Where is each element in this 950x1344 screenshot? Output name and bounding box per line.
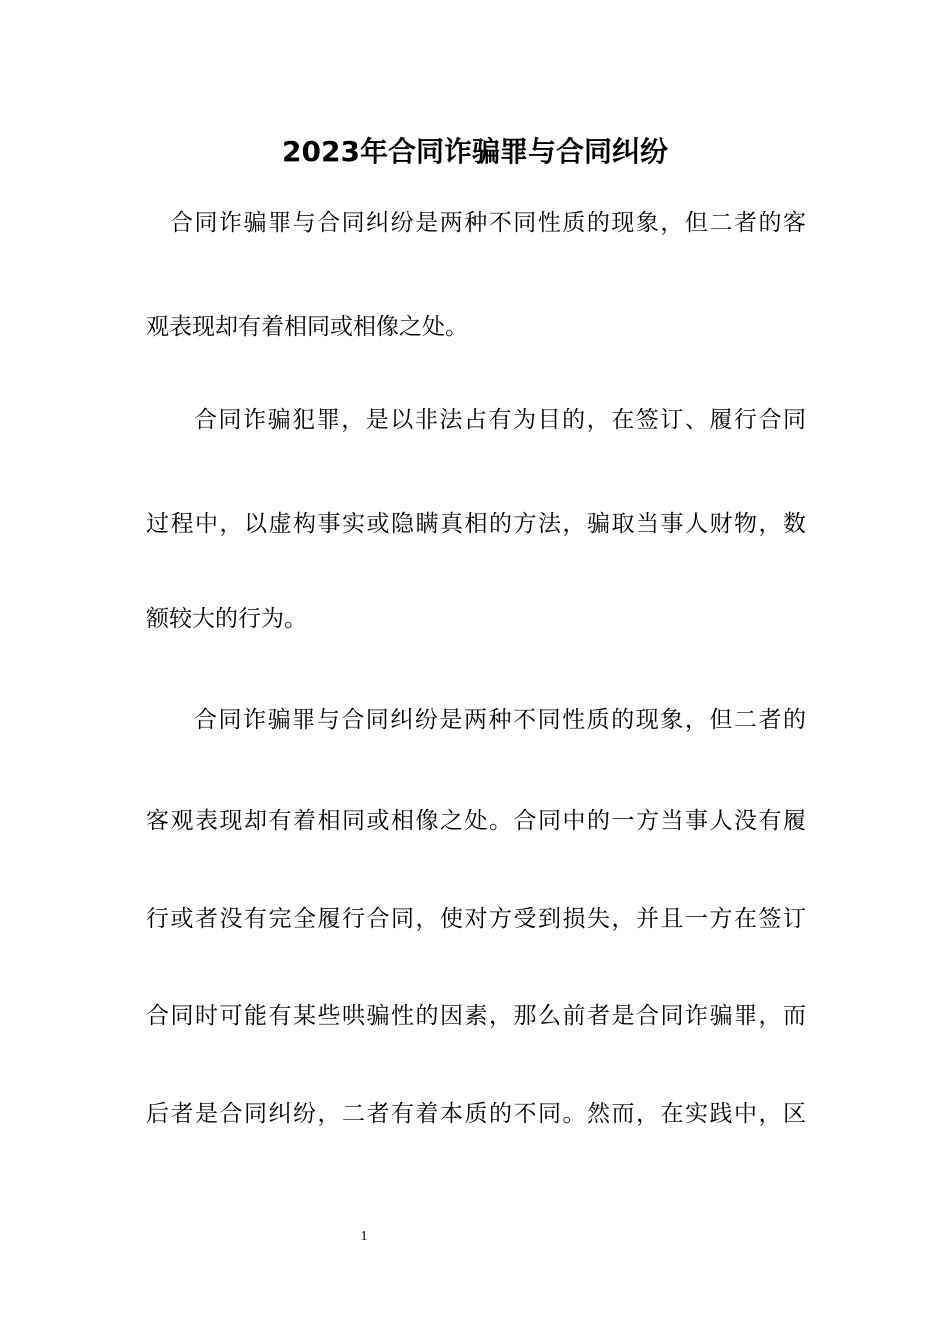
document-title: 2023年合同诈骗罪与合同纠纷 bbox=[282, 135, 668, 168]
paragraph-3-line-1: 合同诈骗罪与合同纠纷是两种不同性质的现象，但二者的 bbox=[194, 707, 806, 733]
paragraph-1-line-2: 观表现却有着相同或相像之处。 bbox=[146, 314, 468, 340]
paragraph-3-line-3: 行或者没有完全履行合同，使对方受到损失，并且一方在签订 bbox=[146, 906, 806, 932]
page-number: 1 bbox=[360, 1229, 368, 1244]
paragraph-3-line-2: 客观表现却有着相同或相像之处。合同中的一方当事人没有履 bbox=[146, 808, 806, 834]
paragraph-2-line-3: 额较大的行为。 bbox=[146, 606, 307, 632]
paragraph-1-line-1: 合同诈骗罪与合同纠纷是两种不同性质的现象，但二者的客 bbox=[170, 210, 806, 236]
paragraph-2-line-1: 合同诈骗犯罪，是以非法占有为目的，在签订、履行合同 bbox=[194, 407, 806, 433]
paragraph-2-line-2: 过程中，以虚构事实或隐瞒真相的方法，骗取当事人财物，数 bbox=[146, 511, 806, 537]
paragraph-3-line-5: 后者是合同纠纷，二者有着本质的不同。然而，在实践中，区 bbox=[146, 1101, 806, 1127]
paragraph-3-line-4: 合同时可能有某些哄骗性的因素，那么前者是合同诈骗罪，而 bbox=[146, 1003, 806, 1029]
